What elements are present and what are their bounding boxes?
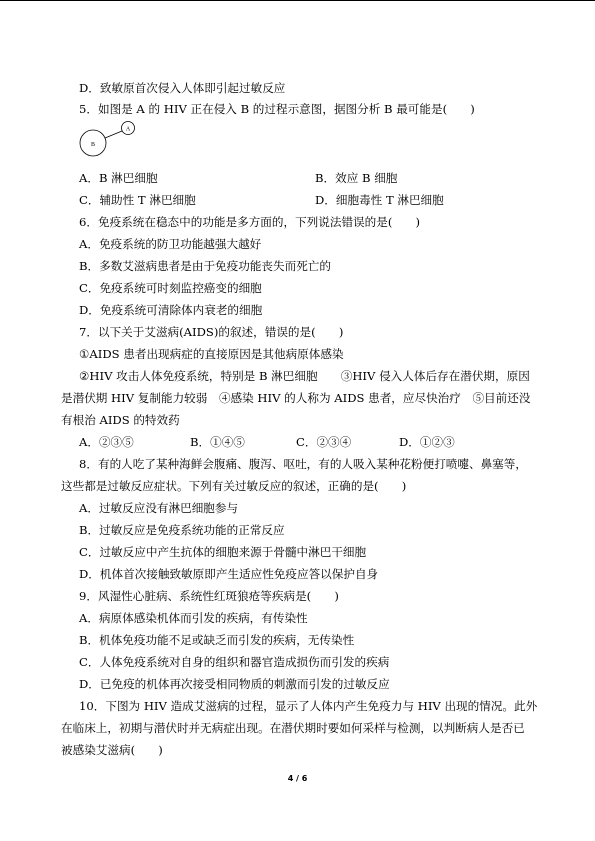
q8-option-d: D．机体首次接触致敏原即产生适应性免疫应答以保护自身 — [79, 567, 379, 581]
q6-option-c: C．免疫系统可时刻监控癌变的细胞 — [79, 281, 262, 295]
question-8-stem-cont: 这些都是过敏反应症状。下列有关过敏反应的叙述，正确的是( ) — [61, 479, 407, 493]
question-7-stem: 7．以下关于艾滋病(AIDS)的叙述，错误的是( ) — [79, 325, 344, 339]
q7-option-c: C．②③④ — [296, 435, 352, 449]
q5-option-b: B．效应 B 细胞 — [315, 171, 398, 185]
label-a: A — [125, 126, 131, 133]
question-8-stem: 8．有的人吃了某种海鲜会腹痛、腹泻、呕吐，有的人吸入某种花粉便打喷嚏、鼻塞等， — [79, 457, 527, 471]
q7-statement-3: 是潜伏期 HIV 复制能力较弱 ④感染 HIV 的人称为 AIDS 患者，应尽快治疗 ⑤目前还没 — [61, 391, 531, 405]
q8-option-c: C．过敏反应中产生抗体的细胞来源于骨髓中淋巴干细胞 — [79, 545, 367, 559]
q7-statement-4: 有根治 AIDS 的特效药 — [61, 413, 180, 427]
question-10-stem: 10．下图为 HIV 造成艾滋病的过程，显示了人体内产生免疫力与 HIV 出现的情况。此外 — [79, 699, 538, 713]
q5-option-a: A．B 淋巴细胞 — [79, 171, 158, 185]
q8-option-b: B．过敏反应是免疫系统功能的正常反应 — [79, 523, 285, 537]
question-10-stem-end: 被感染艾滋病( ) — [61, 743, 163, 757]
question-10-stem-cont: 在临床上，初期与潜伏时并无病症出现。在潜伏期时要如何采样与检测，以判断病人是否已 — [61, 721, 525, 735]
q6-option-b: B．多数艾滋病患者是由于免疫功能丧失而死亡的 — [79, 259, 331, 273]
q7-statement-2: ②HIV 攻击人体免疫系统，特别是 B 淋巴细胞 ③HIV 侵入人体后存在潜伏期，原因 — [79, 369, 530, 383]
q7-option-b: B．①④⑤ — [190, 435, 245, 449]
q5-option-d: D．细胞毒性 T 淋巴细胞 — [315, 193, 444, 207]
label-b: B — [90, 142, 96, 148]
question-9-stem: 9．风湿性心脏病、系统性红斑狼疮等疾病是( ) — [79, 589, 339, 603]
hiv-invasion-diagram — [78, 121, 148, 161]
q7-statement-1: ①AIDS 患者出现病症的直接原因是其他病原体感染 — [79, 347, 344, 361]
q9-option-b: B．机体免疫功能不足或缺乏而引发的疾病，无传染性 — [79, 633, 355, 647]
q9-option-c: C．人体免疫系统对自身的组织和器官造成损伤而引发的疾病 — [79, 655, 390, 669]
page-top-border — [0, 0, 595, 1]
q7-option-d: D．①②③ — [399, 435, 455, 449]
attachment-line — [105, 131, 122, 138]
question-6-stem: 6．免疫系统在稳态中的功能是多方面的，下列说法错误的是( ) — [79, 215, 421, 229]
q6-option-d: D．免疫系统可清除体内衰老的细胞 — [79, 303, 263, 317]
q5-option-c: C．辅助性 T 淋巴细胞 — [79, 193, 196, 207]
q7-option-a: A．②③⑤ — [79, 435, 134, 449]
page-number: 4 / 6 — [287, 774, 308, 783]
q9-option-d: D．已免疫的机体再次接受相同物质的刺激而引发的过敏反应 — [79, 677, 390, 691]
q9-option-a: A．病原体感染机体而引发的疾病，有传染性 — [79, 611, 308, 625]
question-5-stem: 5．如图是 A 的 HIV 正在侵入 B 的过程示意图，据图分析 B 最可能是( ) — [79, 102, 475, 116]
q4-option-d: D．致敏原首次侵入人体即引起过敏反应 — [79, 81, 286, 95]
q8-option-a: A．过敏反应没有淋巴细胞参与 — [79, 501, 239, 515]
q6-option-a: A．免疫系统的防卫功能越强大越好 — [79, 237, 262, 251]
